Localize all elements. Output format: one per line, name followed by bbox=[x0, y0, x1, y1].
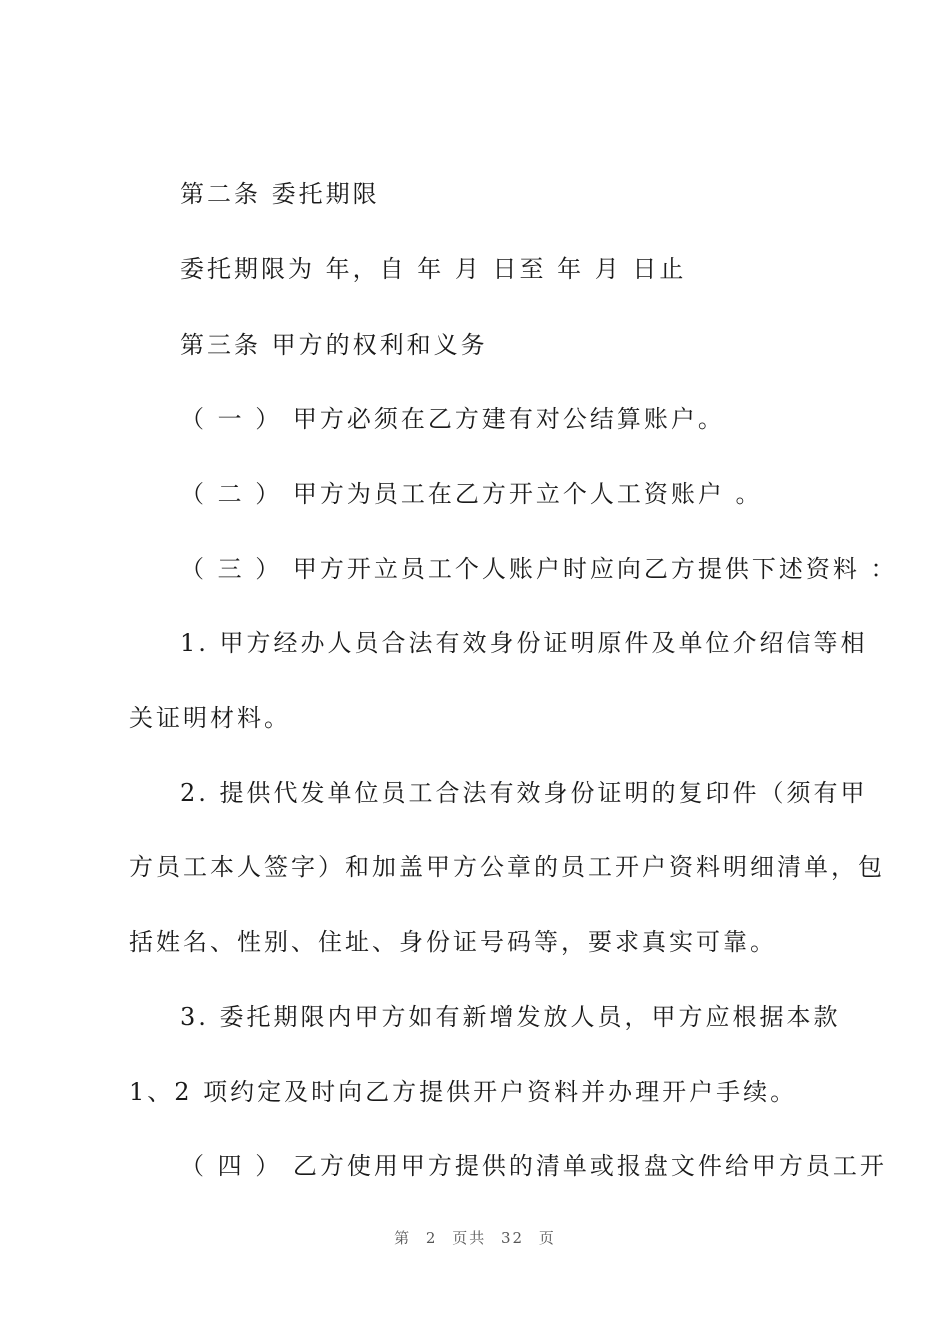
page-number-footer: 第 2 页共 32 页 bbox=[394, 1229, 556, 1247]
paragraph-term-period: 委托期限为 年，自 年 月 日至 年 月 日止 bbox=[180, 255, 687, 283]
item-2-line-2: 方员工本人签字）和加盖甲方公章的员工开户资料明细清单，包 bbox=[129, 853, 885, 881]
item-1-line-1: 1. 甲方经办人员合法有效身份证明原件及单位介绍信等相 bbox=[180, 629, 868, 657]
item-2-line-1: 2. 提供代发单位员工合法有效身份证明的复印件（须有甲 bbox=[180, 779, 868, 807]
item-2-line-3: 括姓名、性别、住址、身份证号码等，要求真实可靠。 bbox=[129, 928, 777, 956]
section-heading-term: 第二条 委托期限 bbox=[180, 180, 380, 208]
item-3-line-1: 3. 委托期限内甲方如有新增发放人员，甲方应根据本款 bbox=[180, 1003, 841, 1031]
clause-4: （ 四 ） 乙方使用甲方提供的清单或报盘文件给甲方员工开 bbox=[180, 1152, 887, 1180]
clause-1: （ 一 ） 甲方必须在乙方建有对公结算账户。 bbox=[180, 405, 725, 433]
section-heading-rights: 第三条 甲方的权利和义务 bbox=[180, 331, 488, 359]
item-1-line-2: 关证明材料。 bbox=[129, 704, 291, 732]
clause-2: （ 二 ） 甲方为员工在乙方开立个人工资账户 。 bbox=[180, 480, 763, 508]
item-3-line-2: 1、2 项约定及时向乙方提供开户资料并办理开户手续。 bbox=[129, 1078, 798, 1106]
clause-3: （ 三 ） 甲方开立员工个人账户时应向乙方提供下述资料 ： bbox=[180, 555, 898, 583]
